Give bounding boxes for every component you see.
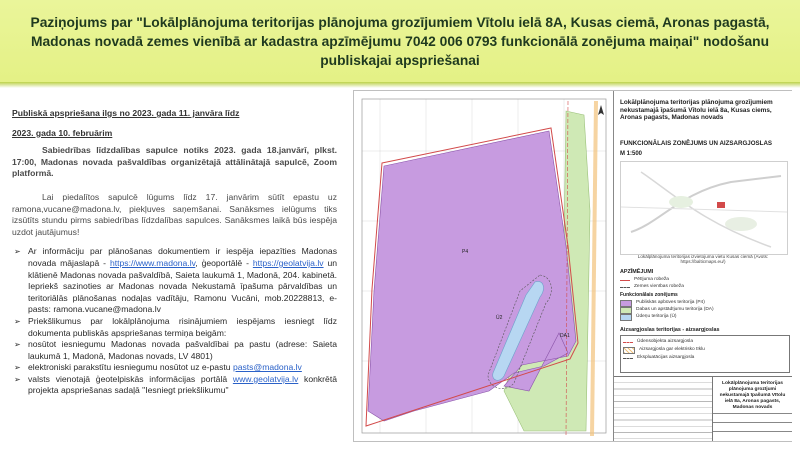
zone-label-da: DA1 bbox=[560, 333, 570, 339]
meeting-paragraph: Sabiedrības līdzdalības sapulce notiks 2023. gada 18.janvārī, plkst. 17:00, Madonas novada pašvaldības organizētajā attālinātajā sapulcē, Zoom platformā. bbox=[12, 145, 337, 179]
legend-item: Ūdeņu teritorija (Ū) bbox=[620, 314, 677, 321]
email-link[interactable]: pasts@madona.lv bbox=[232, 362, 302, 373]
zoning-map bbox=[353, 90, 792, 442]
legend-heading: APZĪMĒJUMI bbox=[620, 269, 654, 275]
map-subtitle: FUNKCIONĀLAIS ZONĒJUMS UN AIZSARGJOSLAS bbox=[620, 140, 773, 147]
bullet-text: nosūtot iesniegumu Madonas novada pašvaldībai pa pastu (adrese: Saieta laukumā 1, Madonā, Madonas novads, LV 4801) bbox=[28, 339, 337, 361]
legend-swatch bbox=[620, 287, 630, 288]
legend-swatch bbox=[620, 280, 630, 281]
legend-swatch bbox=[623, 358, 633, 359]
map-legend bbox=[613, 91, 792, 441]
title-block-title: Lokālplānojuma teritorijas plānojuma grozījumi nekustamajā īpašumā Vītolu ielā 8a, Aronas pagasts, Madonas novads bbox=[719, 381, 786, 410]
inset-map bbox=[620, 161, 788, 255]
register-paragraph: Lai piedalītos sapulcē lūgums līdz 17. janvārim sūtīt epastu uz ramona,vucane@madona.lv, piekļuves saņemšanai. Sanāksmes ielūgums tiks izsūtīts stundu pirms sabiedrības līdzdalības sapulces. Sanāksmes laikā būs iespēja uzdot jautājumus! bbox=[12, 191, 337, 237]
geolatvija-link[interactable]: https://geolatvija.lv bbox=[252, 257, 324, 268]
title-block bbox=[614, 376, 792, 441]
legend-swatch bbox=[620, 300, 632, 307]
title-block-row bbox=[713, 431, 792, 441]
legend-item: Zemes vienības robeža bbox=[620, 284, 684, 291]
legend-item: Aizsargjosla gar elektrisko tīklu bbox=[623, 347, 705, 354]
header-banner bbox=[0, 0, 800, 82]
bullet-text: , ģeoportālē - bbox=[195, 257, 249, 268]
zone-label-u2: Ū2 bbox=[496, 315, 503, 321]
zone-label-p4: P4 bbox=[462, 249, 469, 255]
period-line-2: 2023. gada 10. februārim bbox=[12, 127, 113, 138]
legend-swatch bbox=[623, 342, 633, 343]
list-item bbox=[12, 339, 337, 362]
legend-swatch bbox=[623, 347, 635, 354]
legend-item: Dabas un apstādījumu teritorija (DA) bbox=[620, 307, 714, 314]
title-block-table bbox=[614, 377, 713, 441]
period-line-1: Publiskā apspriešana ilgs no 2023. gada 11. janvāra līdz bbox=[12, 108, 240, 118]
inset-location-marker bbox=[717, 202, 725, 208]
list-item bbox=[12, 362, 337, 374]
header-divider bbox=[0, 82, 800, 88]
title-block-info bbox=[713, 377, 792, 441]
legend-swatch bbox=[620, 307, 632, 314]
bullet-text: konkrētā projekta apspriešanas sadaļā "Iesniegt priekšlikumu" bbox=[28, 373, 337, 396]
protection-heading: Aizsargjoslas teritorijas - aizsargjoslas bbox=[620, 327, 720, 333]
bullet-list bbox=[12, 246, 337, 397]
title-block-row bbox=[713, 413, 792, 422]
madona-link[interactable]: https://www.madona.lv bbox=[109, 257, 196, 268]
bullet-text: Ar informāciju par plānošanas dokumentiem ir iespēja iepazīties Madonas novada mājaslapā - bbox=[28, 246, 337, 268]
bullet-text: Priekšlikumus par lokālplānojuma risinājumiem iespējams iesniegt līdz dokumenta publiskās apspriešanas termiņa beigām: bbox=[28, 315, 337, 338]
geoportal-link[interactable]: www.geolatvija.lv bbox=[232, 373, 299, 384]
list-item bbox=[12, 374, 337, 397]
legend-item: Pētījuma robeža bbox=[620, 277, 669, 284]
inset-caption: Lokālplānojuma teritorijas izvietojuma vietu Kusas ciemā (Avots: https://balticmaps.eu/) bbox=[637, 254, 769, 265]
legend-subheading: Funkcionālais zonējums bbox=[620, 292, 678, 298]
legend-item: Publiskās apbūves teritorija (P4) bbox=[620, 300, 705, 307]
bullet-text: valsts vienotajā ģeotelpiskās informācijas portālā bbox=[28, 373, 233, 384]
notice-text bbox=[12, 108, 337, 397]
map-scale: M 1:500 bbox=[620, 151, 643, 157]
bullet-text: elektroniski parakstītu iesniegumu nosūtot uz e-pastu bbox=[28, 362, 233, 373]
map-title: Lokālplānojuma teritorijas plānojuma grozījumiem nekustamajā īpašumā Vītolu ielā 8a, Kusas ciems, Aronas pagasts, Madonas novads bbox=[620, 99, 773, 122]
legend-item: Ekspluatācijas aizsargjosla bbox=[623, 355, 694, 362]
title-block-row bbox=[713, 422, 792, 431]
list-item bbox=[12, 316, 337, 339]
bullet-text: un klātienē Madonas novada pašvaldībā, Saieta laukumā 1, Madonā, 204. kabinetā. Iepriekš sazinoties ar Madonas novada Nekustamā īpašuma pārvaldības un teritoriālās plānošanas nodaļas vadītāju, Ramonu Vucāni, mob.20228813, e-pasts: ramona.vucane@madona.lv bbox=[28, 257, 338, 315]
page-title: Paziņojums par "Lokālplānojuma teritorijas plānojuma grozījumiem Vītolu ielā 8A, Kusas ciemā, Aronas pagastā, Madonas novadā zemes vienībā ar kadastra apzīmējumu 7042 006 0793 funkcionālā zonējuma maiņai" nodošanu publiskajai apspriešanai bbox=[30, 14, 770, 68]
inset-map-drawing bbox=[621, 162, 787, 254]
legend-swatch bbox=[620, 314, 632, 321]
map-drawing bbox=[354, 91, 613, 441]
list-item bbox=[12, 246, 337, 316]
legend-item: Ūdensobjekta aizsargjosla bbox=[623, 339, 693, 346]
